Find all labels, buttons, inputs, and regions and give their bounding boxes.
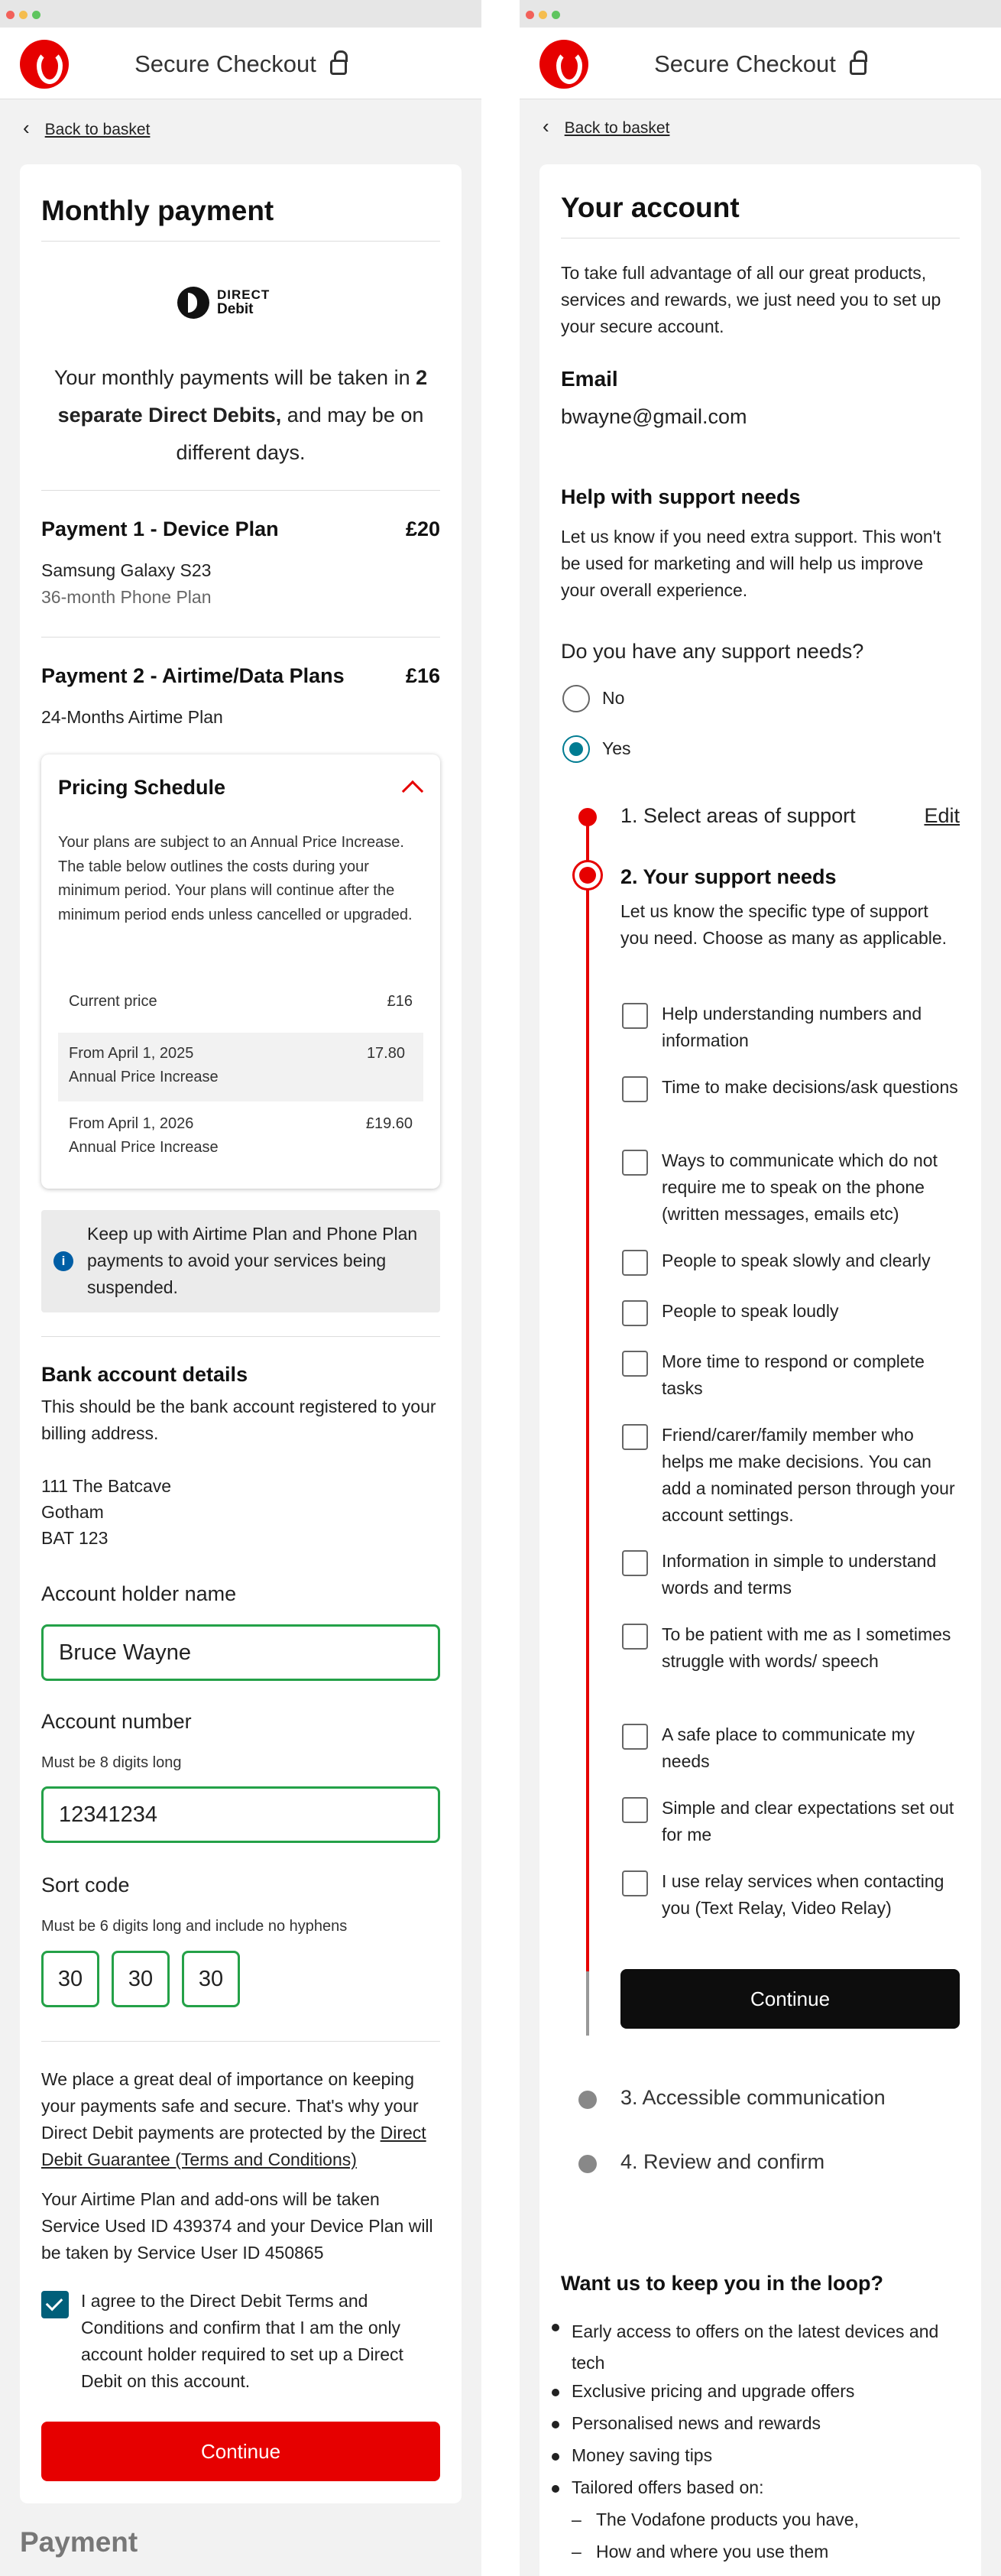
header-title: Secure Checkout xyxy=(520,50,1001,78)
payment1-plan: 36-month Phone Plan xyxy=(41,587,212,607)
loop-item: Early access to offers on the latest devices and tech xyxy=(572,2316,960,2379)
need-label: To be patient with me as I sometimes struggle with words/ speech xyxy=(662,1624,951,1671)
payment1-device: Samsung Galaxy S23 xyxy=(41,560,212,580)
need-checkbox[interactable] xyxy=(622,1250,648,1276)
agree-checkbox[interactable] xyxy=(41,2291,69,2318)
support-title: Help with support needs xyxy=(561,485,801,508)
close-dot[interactable] xyxy=(526,11,534,19)
monthly-payment-card xyxy=(20,164,462,2503)
next-section-title: Payment xyxy=(20,2526,138,2558)
loop-item: Exclusive pricing and upgrade offers xyxy=(572,2381,855,2401)
account-intro: To take full advantage of all our great products, services and rewards, we just need you to set up your secure account. xyxy=(561,263,941,336)
account-number-hint: Must be 8 digits long xyxy=(41,1754,182,1771)
price-row-sub: Annual Price Increase xyxy=(69,1139,219,1156)
info-note-text: Keep up with Airtime Plan and Phone Plan payments to avoid your services being suspended. xyxy=(87,1224,418,1297)
page-title: Your account xyxy=(561,192,740,223)
need-label: More time to respond or complete tasks xyxy=(662,1351,925,1398)
account-holder-label: Account holder name xyxy=(41,1582,237,1605)
payment2-title: Payment 2 - Airtime/Data Plans xyxy=(41,664,345,687)
step4-label: 4. Review and confirm xyxy=(620,2150,825,2173)
stepper-line-inactive xyxy=(586,1971,589,2036)
service-id-text: Your Airtime Plan and add-ons will be taken Service Used ID 439374 and your Device Plan will be taken by Service User ID 450865 xyxy=(41,2189,433,2263)
need-label: I use relay services when contacting you (Text Relay, Video Relay) xyxy=(662,1871,944,1918)
step-dot-active xyxy=(572,860,603,891)
loop-item: Money saving tips xyxy=(572,2445,713,2465)
price-row xyxy=(58,1033,423,1101)
stepper-line xyxy=(586,816,589,1971)
header-title: Secure Checkout xyxy=(0,50,481,78)
need-checkbox[interactable] xyxy=(622,1003,648,1029)
page-title: Monthly payment xyxy=(41,195,274,226)
header xyxy=(0,28,481,99)
need-label: People to speak loudly xyxy=(662,1301,839,1321)
loop-title: Want us to keep you in the loop? xyxy=(561,2272,883,2295)
price-row-value: £19.60 xyxy=(365,1115,413,1132)
pricing-schedule-title: Pricing Schedule xyxy=(58,776,226,799)
need-checkbox[interactable] xyxy=(622,1550,648,1576)
agree-text: I agree to the Direct Debit Terms and Conditions and confirm that I am the only account holder required to set up a Direct Debit on this account. xyxy=(81,2291,403,2391)
sort-code-input-3[interactable]: 30 xyxy=(182,1951,240,2007)
need-checkbox[interactable] xyxy=(622,1351,648,1377)
back-to-basket-link[interactable]: ‹ Back to basket xyxy=(23,116,151,139)
bank-title: Bank account details xyxy=(41,1363,248,1386)
need-checkbox[interactable] xyxy=(622,1624,648,1650)
support-question: Do you have any support needs? xyxy=(561,640,864,663)
need-checkbox[interactable] xyxy=(622,1870,648,1896)
lock-icon xyxy=(850,60,867,75)
price-row-label: Current price xyxy=(69,993,157,1010)
price-row xyxy=(58,976,423,1033)
need-label: Friend/carer/family member who helps me make decisions. You can add a nominated person through your account settings. xyxy=(662,1425,955,1525)
price-row-value: 17.80 xyxy=(366,1045,405,1062)
radio-yes[interactable] xyxy=(562,735,590,763)
pricing-schedule-desc: Your plans are subject to an Annual Price Increase. The table below outlines the costs during your minimum period. Your plans will continue after the minimum period ends unless cancelled or upgraded. xyxy=(58,834,413,923)
continue-button[interactable]: Continue xyxy=(620,1969,960,2029)
radio-no-label: No xyxy=(602,688,625,708)
maximize-dot[interactable] xyxy=(552,11,560,19)
pricing-schedule xyxy=(41,754,440,1189)
maximize-dot[interactable] xyxy=(32,11,40,19)
close-dot[interactable] xyxy=(6,11,15,19)
account-holder-input[interactable]: Bruce Wayne xyxy=(41,1624,440,1681)
left-screen xyxy=(0,0,481,2576)
chevron-left-icon: ‹ xyxy=(543,115,549,138)
loop-subitem: – How and where you use them xyxy=(596,2542,828,2562)
header xyxy=(520,28,1001,99)
window-chrome xyxy=(0,0,481,28)
lock-icon xyxy=(330,60,347,75)
need-label: Information in simple to understand words and terms xyxy=(662,1551,937,1598)
chevron-up-icon[interactable] xyxy=(402,780,423,802)
direct-debit-logo: DIRECT Debit xyxy=(177,285,292,320)
radio-yes-label: Yes xyxy=(602,738,631,758)
need-label: Simple and clear expectations set out for me xyxy=(662,1798,954,1844)
sort-code-hint: Must be 6 digits long and include no hyphens xyxy=(41,1918,348,1935)
step-dot-complete xyxy=(578,808,597,826)
account-number-label: Account number xyxy=(41,1710,192,1733)
need-checkbox[interactable] xyxy=(622,1424,648,1450)
info-note xyxy=(41,1210,440,1312)
loop-item: Tailored offers based on: xyxy=(572,2477,764,2497)
need-label: Ways to communicate which do not require me to speak on the phone (written messages, emails etc) xyxy=(662,1150,938,1224)
need-checkbox[interactable] xyxy=(622,1150,648,1176)
radio-no[interactable] xyxy=(562,685,590,712)
bank-desc: This should be the bank account registered to your billing address. xyxy=(41,1397,436,1443)
price-row-value: £16 xyxy=(387,993,413,1010)
continue-button[interactable]: Continue xyxy=(41,2422,440,2481)
price-row-label: From April 1, 2026 xyxy=(69,1115,194,1132)
step3-label: 3. Accessible communication xyxy=(620,2086,886,2109)
your-account-card xyxy=(539,164,981,2576)
need-label: Time to make decisions/ask questions xyxy=(662,1077,958,1097)
payment1-amount: £20 xyxy=(405,517,440,540)
price-row-label: From April 1, 2025 xyxy=(69,1045,194,1062)
step-dot-inactive xyxy=(578,2155,597,2173)
need-checkbox[interactable] xyxy=(622,1724,648,1750)
step-dot-inactive xyxy=(578,2091,597,2109)
sort-code-label: Sort code xyxy=(41,1874,130,1896)
right-screen xyxy=(520,0,1001,2576)
address-line: BAT 123 xyxy=(41,1528,109,1548)
minimize-dot[interactable] xyxy=(19,11,28,19)
sort-code-input-1[interactable]: 30 xyxy=(41,1951,99,2007)
payment2-plan: 24-Months Airtime Plan xyxy=(41,707,223,727)
payment2-amount: £16 xyxy=(405,664,440,687)
checkmark-icon xyxy=(46,2294,63,2312)
step2-desc: Let us know the specific type of support you need. Choose as many as applicable. xyxy=(620,901,948,948)
need-checkbox[interactable] xyxy=(622,1076,648,1102)
account-number-input[interactable]: 12341234 xyxy=(41,1786,440,1843)
loop-subitem: – The Vodafone products you have, xyxy=(596,2509,859,2530)
need-checkbox[interactable] xyxy=(622,1300,648,1326)
window-chrome xyxy=(520,0,1001,28)
address-line: Gotham xyxy=(41,1502,104,1522)
need-checkbox[interactable] xyxy=(622,1797,648,1823)
intro-text: Your monthly payments will be taken in 2 separate Direct Debits, and may be on different days. xyxy=(53,366,428,464)
minimize-dot[interactable] xyxy=(539,11,547,19)
need-label: People to speak slowly and clearly xyxy=(662,1251,931,1270)
step1-label: 1. Select areas of support xyxy=(620,804,856,827)
email-label: Email xyxy=(561,367,618,391)
info-icon: i xyxy=(53,1251,73,1271)
email-value: bwayne@gmail.com xyxy=(561,405,747,428)
security-text: We place a great deal of importance on keeping your payments safe and secure. That's why your Direct Debit payments are protected by the Direct Debit Guarantee (Terms and Conditions) xyxy=(41,2069,426,2169)
need-label: Help understanding numbers and information xyxy=(662,1004,922,1050)
sort-code-input-2[interactable]: 30 xyxy=(112,1951,170,2007)
address-line: 111 The Batcave xyxy=(41,1476,172,1496)
chevron-left-icon: ‹ xyxy=(23,116,30,139)
back-to-basket-link[interactable]: ‹ Back to basket xyxy=(543,115,670,138)
price-row-sub: Annual Price Increase xyxy=(69,1069,219,1085)
loop-item: Personalised news and rewards xyxy=(572,2413,821,2433)
edit-link[interactable]: Edit xyxy=(924,804,960,827)
payment1-title: Payment 1 - Device Plan xyxy=(41,517,279,540)
step2-label: 2. Your support needs xyxy=(620,865,837,888)
price-row xyxy=(58,1101,423,1172)
support-desc: Let us know if you need extra support. This won't be used for marketing and will help us improve your overall experience. xyxy=(561,527,941,600)
direct-debit-guarantee-link[interactable]: Direct Debit Guarantee (Terms and Conditions) xyxy=(41,2123,426,2169)
need-label: A safe place to communicate my needs xyxy=(662,1724,915,1771)
